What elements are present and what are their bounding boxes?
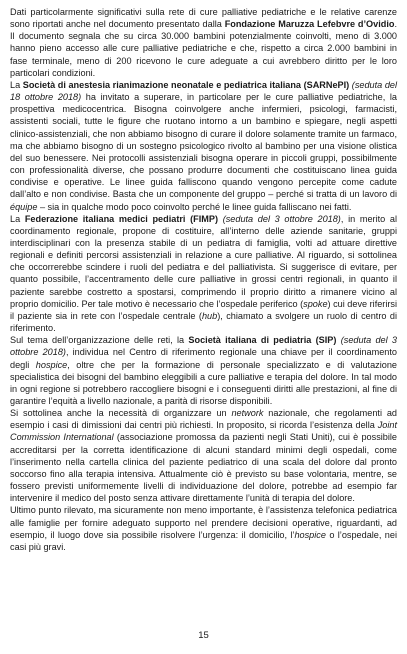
- text-run: , oltre che per la formazione di personale specializzato e di valutazione specialistica dei bisogni del bambino eleggibili a cure palliative e terapia del dolore. In tal modo in ogni regione si potrebbero raccogliere bisogni e i conseguenti diritti alle prestazioni, al fine di garantire l’equità a livello nazionale, a parità di risorse disponibili.: [10, 359, 397, 406]
- text-run: , in merito al coordinamento regionale, propone di costituire, all’interno delle aziende sanitarie, gruppi interdisciplinari con la presenza stabile di un pediatra di famiglia, volti ad attuare direttive regionali e definiti percorsi assistenziali in relazione a cure palliative. Al riguardo, si sottolinea che occorrerebbe scindere i ruoli del pediatra e del palliativista. Si suggerisce di evitare, per quanto possibile, l’accentramento delle cure palliative in grossi centri regionali, in quanto il paziente sarebbe costretto a spostarsi, comprimendo il proprio diritto a rimanere vicino al proprio domicilio. Per tale motivo è necessario che l’ospedale periferico (: [10, 213, 397, 309]
- text-run: ) cui deve riferirsi il paziente sia in rete con l’ospedale centrale (: [10, 298, 398, 321]
- text-run: La: [10, 213, 25, 224]
- bold-run: Federazione italiana medici pediatri (FIMP): [24, 213, 218, 224]
- paragraph-telefonica: [10, 504, 397, 553]
- italic-run: (seduta del 18 ottobre 2018): [10, 79, 397, 103]
- italic-run: équipe: [10, 201, 38, 212]
- text-run: . Il documento segnala che su circa 30.000 bambini potenzialmente coinvolti, meno di 3.000 hanno pieno accesso alle cure palliative pediatriche e che, rispetto a circa 2.000 bambini in fase terminale, meno di 200 ricevono le cure adeguate a cui avrebbero diritto per le loro particolari condizioni.: [10, 19, 397, 78]
- bold-run: Società italiana di pediatria (SIP): [188, 335, 337, 346]
- paragraph-sarnepi: [10, 79, 397, 213]
- italic-run: hub: [201, 310, 218, 321]
- text-run: Dati particolarmente significativi sulla rete di cure palliative pediatriche e le relative carenze sono riportati anche nel documento presentato dalla: [10, 7, 397, 30]
- italic-run: spoke: [303, 298, 328, 309]
- paragraph-network: [10, 407, 397, 504]
- text-run: Sul tema dell’organizzazione delle reti, la: [10, 335, 189, 346]
- paragraph-sip: [10, 334, 397, 407]
- paragraph-maruzza: [10, 6, 397, 79]
- text-run: (associazione promossa da pazienti negli Stati Uniti), cui è possibile accreditarsi per la corretta identificazione di alcuni standard minimi degli ospedali, come l’inserimento nella cartella clinica del paziente pediatrico di una scala del dolore dal pronto soccorso fino alla terapia intensiva. Attualmente ciò è previsto su base volontaria, mentre, se fossero previsti uniformemente livelli di individuazione del dolore, potrebbe ad esempio far intervenire il medico del posto senza attivare direttamente l’unità di terapia del dolore.: [10, 432, 397, 504]
- bold-run: Fondazione Maruzza Lefebvre d’Ovidio: [224, 19, 395, 30]
- text-run: Si sottolinea anche la necessità di organizzare un: [10, 408, 232, 419]
- body-text: [10, 6, 397, 553]
- bold-run: Società di anestesia rianimazione neonatale e pediatrica italiana (SARNePI): [22, 79, 350, 90]
- italic-run: network: [231, 408, 264, 419]
- text-run: , individua nel Centro di riferimento regionale una chiave per il coordinamento degli: [10, 347, 397, 370]
- italic-run: Joint Commission International: [10, 420, 397, 443]
- text-run: – sia in qualche modo poco coinvolto perché le linee guida falliscano nei fatti.: [37, 201, 352, 212]
- italic-run: (seduta del 3 ottobre 2018): [222, 213, 341, 224]
- italic-run: hospice: [294, 529, 326, 540]
- text-run: o l’ospedale, nei casi più gravi.: [10, 529, 397, 552]
- italic-run: hospice: [35, 359, 68, 370]
- text-run: nazionale, che regolamenti ad esempio i casi di dimissioni dai centri più richiesti. In proposito, si ricorda l’esistenza della: [10, 408, 397, 431]
- text-run: ha invitato a superare, in particolare per le cure palliative pediatriche, la prospettiva medicocentrica. Bisogna coinvolgere anche infermieri, psicologi, farmacisti, assistenti sociali, tutte le figure che ruotano intorno a un bambino e spiegare, negli aspetti clinico-assistenziali, che non abbiamo bisogno di curare il dolore solamente tramite un farmaco, ma che abbiamo bisogno di un sostegno psicologico rivolto al bambino per una visione olistica del suo benessere. Nei protocolli assistenziali bisogna operare in piccoli gruppi, possibilmente con professionalità diverse, che possano produrre documenti che costituiscano linea guida condivise e operative. Le linee guida falliscono quando vengono percepite come cadute dall’alto e non condivise. Basta che un componente del gruppo – perché si tratta di un lavoro di: [10, 92, 397, 200]
- text-run: Ultimo punto rilevato, ma sicuramente non meno importante, è l’assistenza telefonica pediatrica alle famiglie per fornire adeguato supporto nel prendere decisioni operative, riguardanti, ad esempio, il luogo dove sia possibile risolvere l’urgenza: il domicilio, l’: [10, 505, 397, 540]
- italic-run: (seduta del 3 ottobre 2018): [10, 335, 397, 358]
- paragraph-fimp: [10, 213, 397, 335]
- text-run: ), chiamato a svolgere un ruolo di centro di riferimento.: [10, 310, 398, 334]
- text-run: La: [10, 79, 23, 90]
- page-number: 15: [198, 630, 209, 641]
